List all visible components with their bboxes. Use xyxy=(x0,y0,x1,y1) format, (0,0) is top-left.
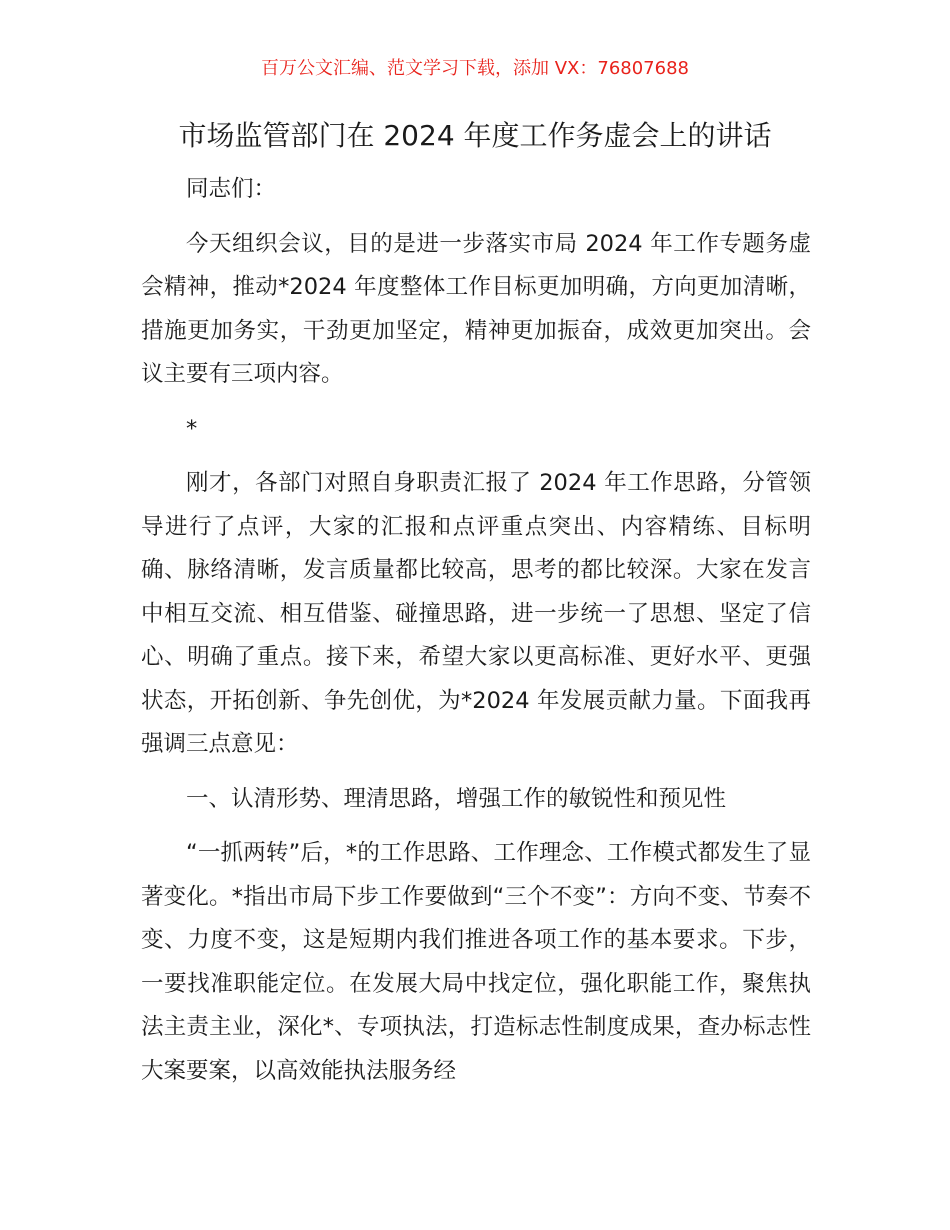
salutation: 同志们： xyxy=(186,176,277,202)
paragraph-review: 刚才，各部门对照自身职责汇报了 2024 年工作思路，分管领导进行了点评，大家的汇报和点评重点突出、内容精练、目标明确、脉络清晰，发言质量都比较高，思考的都比较深。大家在发言中相互交流、相互借鉴、碰撞思路，进一步统一了思想、坚定了信心、明确了重点。接下来，希望大家以更高标准、更好水平、更强状态，开拓创新、争先创优，为*2024 年发展贡献力量。下面我再强调三点意见： xyxy=(141,470,811,757)
paragraph-section-1: “一抓两转”后，*的工作思路、工作理念、工作模式都发生了显著变化。*指出市局下步工作要做到“三个不变”：方向不变、节奏不变、力度不变，这是短期内我们推进各项工作的基本要求。下步，一要找准职能定位。在发展大局中找定位，强化职能工作，聚焦执法主责主业，深化*、专项执法，打造标志性制度成果，查办标志性大案要案，以高效能执法服务经 xyxy=(141,840,811,1084)
header-note: 百万公文汇编、范文学习下载，添加 VX：76807688 xyxy=(261,58,689,79)
document-title: 市场监管部门在 2024 年度工作务虚会上的讲话 xyxy=(178,119,772,152)
paragraph-intro: 今天组织会议，目的是进一步落实市局 2024 年工作专题务虚会精神，推动*2024 年度整体工作目标更加明确，方向更加清晰，措施更加务实，干劲更加坚定，精神更加振奋，成效更加突出。会议主要有三项内容。 xyxy=(141,230,811,387)
separator-star: * xyxy=(186,415,198,442)
section-heading-1: 一、认清形势、理清思路，增强工作的敏锐性和预见性 xyxy=(186,785,727,812)
document-body xyxy=(141,168,811,1093)
